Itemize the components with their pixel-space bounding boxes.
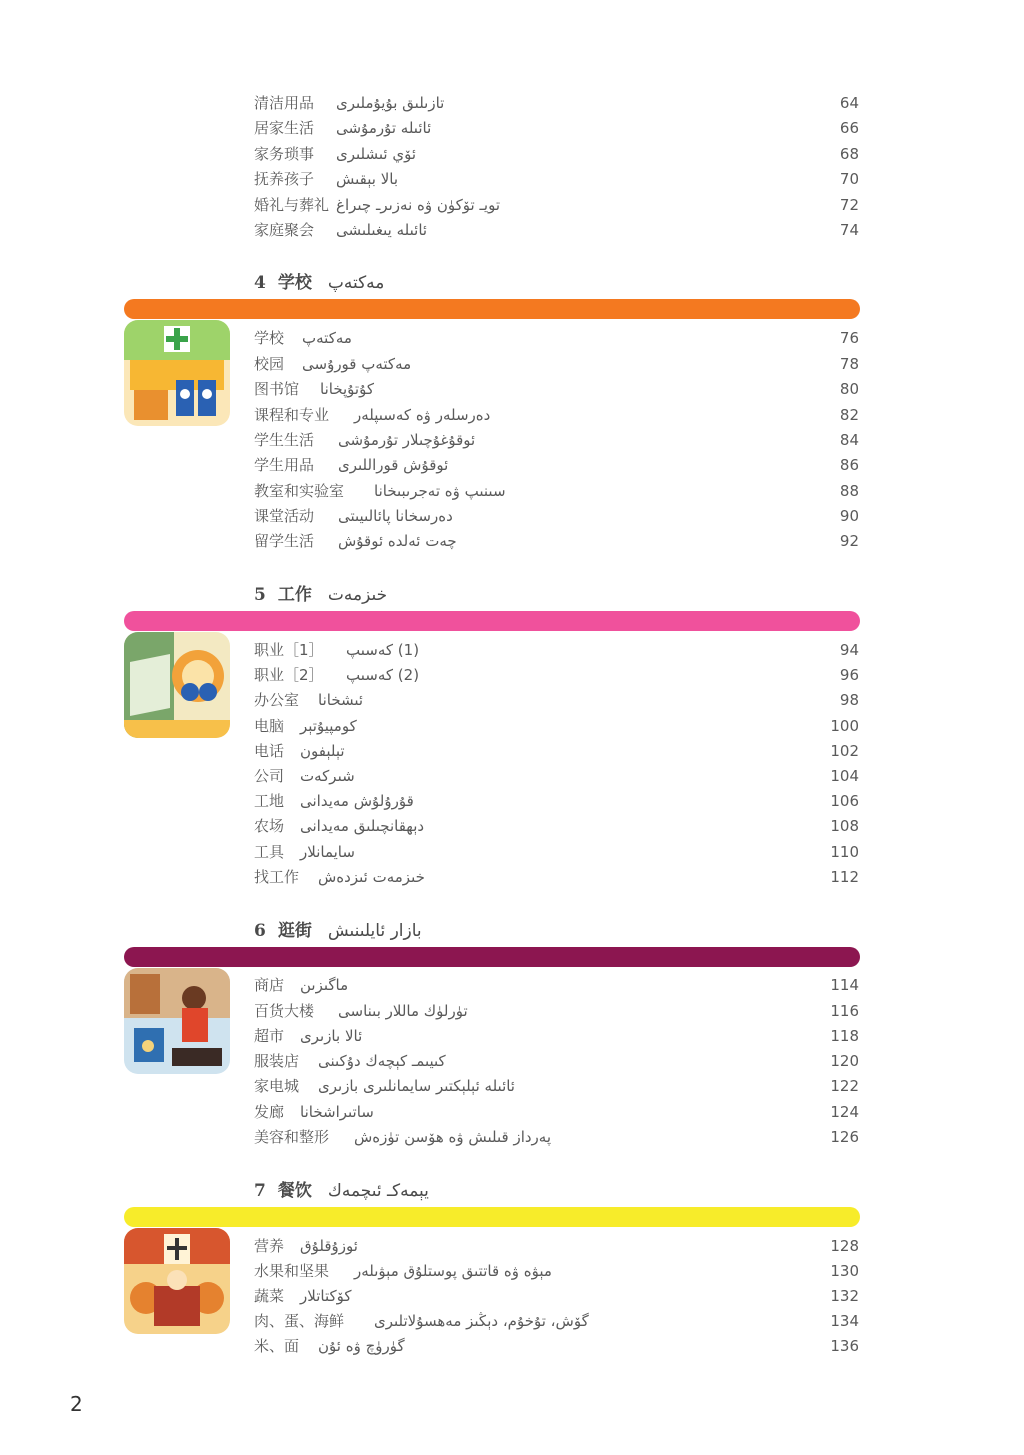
entry-title-ug: ئائىلە تۇرمۇشى	[336, 119, 432, 137]
entry-title-ug: ئالا بازىرى	[300, 1027, 363, 1045]
chapter-title-ug: خىزمەت	[327, 585, 388, 605]
entry-page: 102	[830, 742, 859, 760]
toc-entry[interactable]	[254, 168, 859, 190]
entry-title-zh: 农场	[254, 817, 285, 835]
entry-page: 66	[839, 119, 859, 137]
entry-page: 82	[839, 406, 859, 424]
toc-entry[interactable]	[254, 1025, 859, 1047]
entry-title-ug: چەت ئەلدە ئوقۇش	[338, 532, 457, 550]
entry-title-ug: كۆكتاتلار	[300, 1287, 352, 1305]
entry-page: 72	[839, 196, 859, 214]
toc-entry[interactable]	[254, 378, 859, 400]
toc-entry[interactable]	[254, 1310, 859, 1332]
chapter-color-bar	[124, 1207, 860, 1227]
toc-entry[interactable]	[254, 1101, 859, 1123]
chapter-illustration	[124, 632, 230, 738]
entry-page: 122	[830, 1077, 859, 1095]
entry-page: 100	[830, 717, 859, 735]
toc-entry[interactable]	[254, 1260, 859, 1282]
chapter-heading[interactable]	[254, 1178, 429, 1204]
toc-entry[interactable]	[254, 639, 859, 661]
entry-title-ug: ئوزۇقلۇق	[300, 1237, 358, 1255]
toc-entry[interactable]	[254, 1050, 859, 1072]
toc-entry[interactable]	[254, 1235, 859, 1257]
entry-page: 96	[839, 666, 859, 684]
chapter-heading[interactable]	[254, 582, 387, 608]
entry-page: 104	[830, 767, 859, 785]
entry-page: 88	[839, 482, 859, 500]
entry-title-ug: مېۋە ۋە قاتتىق پوستلۇق مېۋىلەر	[354, 1262, 552, 1280]
entry-title-zh: 居家生活	[254, 119, 315, 137]
toc-entry[interactable]	[254, 194, 859, 216]
entry-page: 70	[839, 170, 859, 188]
entry-title-zh: 办公室	[254, 691, 300, 709]
entry-title-ug: تۈرلۈك ماللار بىناسى	[338, 1002, 468, 1020]
entry-title-ug: پەرداز قىلىش ۋە ھۆسن تۈزەش	[354, 1128, 552, 1146]
toc-entry[interactable]	[254, 790, 859, 812]
toc-entry[interactable]	[254, 1000, 859, 1022]
entry-page: 98	[839, 691, 859, 709]
entry-title-zh: 服装店	[254, 1052, 300, 1070]
entry-title-ug: مەكتەپ قورۇسى	[302, 355, 412, 373]
entry-page: 134	[830, 1312, 859, 1330]
entry-page: 108	[830, 817, 859, 835]
entry-page: 84	[839, 431, 859, 449]
entry-page: 92	[839, 532, 859, 550]
toc-entry[interactable]	[254, 1075, 859, 1097]
toc-entry[interactable]	[254, 480, 859, 502]
entry-page: 132	[830, 1287, 859, 1305]
entry-title-ug: سايمانلار	[300, 843, 355, 861]
toc-entry[interactable]	[254, 1126, 859, 1148]
entry-title-zh: 发廊	[254, 1103, 285, 1121]
entry-page: 112	[830, 868, 859, 886]
entry-title-zh: 婚礼与葬礼	[254, 196, 330, 214]
chapter-title-ug: بازار ئايلىنىش	[327, 921, 422, 941]
work-illustration-icon	[124, 632, 230, 738]
chapter-number: 6	[254, 921, 266, 941]
entry-title-ug: مەكتەپ	[302, 329, 352, 347]
toc-entry[interactable]	[254, 715, 859, 737]
entry-page: 80	[839, 380, 859, 398]
toc-entry[interactable]	[254, 740, 859, 762]
chapter-number: 5	[254, 585, 266, 605]
entry-title-ug: ئائىلە يىغىلىشى	[336, 221, 428, 239]
toc-entry[interactable]	[254, 219, 859, 241]
entry-title-zh: 电脑	[254, 717, 285, 735]
entry-title-ug: ئائىلە ئېلېكتىر سايمانلىرى بازىرى	[318, 1077, 515, 1095]
entry-page: 90	[839, 507, 859, 525]
toc-entry[interactable]	[254, 353, 859, 375]
entry-title-ug: كىيىمـ كېچەك دۇكىنى	[318, 1052, 446, 1070]
entry-page: 94	[839, 641, 859, 659]
chapter-title-zh: 餐饮	[277, 1181, 312, 1201]
entry-page: 116	[830, 1002, 859, 1020]
entry-title-zh: 营养	[254, 1237, 285, 1255]
toc-entry[interactable]	[254, 530, 859, 552]
entry-page: 124	[830, 1103, 859, 1121]
toc-entry[interactable]	[254, 505, 859, 527]
entry-title-zh: 课程和专业	[254, 406, 330, 424]
chapter-illustration	[124, 1228, 230, 1334]
entry-title-ug: (1) كەسىپ	[346, 641, 420, 659]
entry-page: 136	[830, 1337, 859, 1355]
entry-title-ug: قۇرۇلۇش مەيدانى	[300, 792, 414, 810]
chapter-color-bar	[124, 299, 860, 319]
chapter-color-bar	[124, 947, 860, 967]
entry-title-ug: گۈرۈچ ۋە ئۇن	[318, 1337, 405, 1355]
chapter-illustration	[124, 968, 230, 1074]
chapter-color-bar	[124, 611, 860, 631]
toc-entry[interactable]	[254, 664, 859, 686]
page-number: 2	[70, 1392, 83, 1416]
entry-title-ug: كۇتۇپخانا	[320, 380, 374, 398]
entry-title-ug: ماگىزىن	[300, 976, 349, 994]
entry-page: 118	[830, 1027, 859, 1045]
entry-title-zh: 课堂活动	[254, 507, 315, 525]
entry-title-zh: 学生生活	[254, 431, 315, 449]
entry-page: 74	[839, 221, 859, 239]
toc-entry[interactable]	[254, 815, 859, 837]
entry-title-zh: 电话	[254, 742, 285, 760]
entry-page: 64	[839, 94, 859, 112]
entry-title-ug: ساتىراشخانا	[300, 1103, 374, 1121]
entry-page: 106	[830, 792, 859, 810]
toc-entry[interactable]	[254, 454, 859, 476]
entry-title-zh: 职业［2］	[254, 666, 324, 684]
entry-page: 120	[830, 1052, 859, 1070]
entry-title-zh: 公司	[254, 767, 285, 785]
entry-title-zh: 工地	[254, 792, 285, 810]
entry-title-ug: ئۆي ئىشلىرى	[336, 145, 417, 163]
entry-title-ug: ئوقۇغۇچىلار تۇرمۇشى	[338, 431, 476, 449]
entry-title-zh: 图书馆	[254, 380, 300, 398]
entry-title-zh: 家庭聚会	[254, 221, 315, 239]
entry-page: 128	[830, 1237, 859, 1255]
toc-entry[interactable]	[254, 92, 859, 114]
entry-page: 78	[839, 355, 859, 373]
entry-title-zh: 水果和坚果	[254, 1262, 330, 1280]
entry-title-zh: 美容和整形	[254, 1128, 330, 1146]
entry-page: 110	[830, 843, 859, 861]
chapter-illustration	[124, 320, 230, 426]
entry-page: 86	[839, 456, 859, 474]
chapter-title-zh: 工作	[277, 585, 312, 605]
chapter-title-zh: 学校	[277, 273, 312, 293]
chapter-title-ug: يېمەكـ ئىچمەك	[327, 1181, 429, 1201]
toc-entry[interactable]	[254, 866, 859, 888]
toc-entry[interactable]	[254, 689, 859, 711]
entry-title-ug: دەرسخانا پائالىيىتى	[338, 507, 453, 525]
entry-title-ug: دېھقانچىلىق مەيدانى	[300, 817, 425, 835]
entry-title-zh: 百货大楼	[254, 1002, 315, 1020]
entry-title-ug: تازىلىق بۇيۇملىرى	[336, 94, 445, 112]
toc-entry[interactable]	[254, 117, 859, 139]
entry-title-zh: 米、面	[254, 1337, 300, 1355]
entry-title-zh: 职业［1］	[254, 641, 324, 659]
entry-title-zh: 找工作	[254, 868, 300, 886]
entry-title-ug: كومپيۇتېر	[300, 717, 357, 735]
school-illustration-icon	[124, 320, 230, 426]
entry-title-zh: 家务琐事	[254, 145, 315, 163]
chapter-number: 4	[254, 273, 266, 293]
toc-entry[interactable]	[254, 765, 859, 787]
entry-title-ug: ئوقۇش قوراللىرى	[338, 456, 449, 474]
entry-title-ug: گۆش، تۇخۇم، دېڭىز مەھسۇلاتلىرى	[374, 1312, 589, 1330]
food-illustration-icon	[124, 1228, 230, 1334]
entry-title-zh: 家电城	[254, 1077, 300, 1095]
entry-title-zh: 肉、蛋、海鲜	[254, 1312, 345, 1330]
toc-entry[interactable]	[254, 841, 859, 863]
toc-entry[interactable]	[254, 974, 859, 996]
entry-title-ug: دەرسلەر ۋە كەسىپلەر	[354, 406, 491, 424]
entry-title-zh: 校园	[254, 355, 285, 373]
entry-page: 76	[839, 329, 859, 347]
entry-title-ug: ئىشخانا	[318, 691, 364, 709]
shopping-illustration-icon	[124, 968, 230, 1074]
toc-entry[interactable]	[254, 404, 859, 426]
entry-page: 130	[830, 1262, 859, 1280]
toc-entry[interactable]	[254, 1285, 859, 1307]
toc-entry[interactable]	[254, 327, 859, 349]
entry-title-ug: خىزمەت ئىزدەش	[318, 868, 425, 886]
entry-page: 114	[830, 976, 859, 994]
toc-entry[interactable]	[254, 429, 859, 451]
entry-title-ug: تويـ تۆكۈن ۋە نەزىرـ چىراغ	[336, 196, 500, 214]
entry-title-zh: 学校	[254, 329, 285, 347]
chapter-number: 7	[254, 1181, 266, 1201]
entry-page: 126	[830, 1128, 859, 1146]
chapter-heading[interactable]	[254, 270, 384, 296]
entry-title-zh: 超市	[254, 1027, 285, 1045]
entry-title-zh: 工具	[254, 843, 285, 861]
entry-title-zh: 教室和实验室	[254, 482, 345, 500]
entry-title-zh: 蔬菜	[254, 1287, 285, 1305]
entry-title-zh: 清洁用品	[254, 94, 315, 112]
entry-title-ug: بالا بېقىش	[336, 170, 399, 188]
entry-title-zh: 学生用品	[254, 456, 315, 474]
entry-title-ug: تېلېفون	[300, 742, 345, 760]
entry-title-zh: 商店	[254, 976, 285, 994]
entry-title-ug: شىركەت	[300, 767, 355, 785]
entry-page: 68	[839, 145, 859, 163]
toc-entry[interactable]	[254, 143, 859, 165]
entry-title-ug: (2) كەسىپ	[346, 666, 420, 684]
chapter-title-zh: 逛街	[277, 921, 312, 941]
chapter-heading[interactable]	[254, 918, 422, 944]
entry-title-ug: سىنىپ ۋە تەجرىبىخانا	[374, 482, 506, 500]
chapter-title-ug: مەكتەپ	[327, 273, 385, 293]
entry-title-zh: 抚养孩子	[254, 170, 315, 188]
entry-title-zh: 留学生活	[254, 532, 315, 550]
toc-entry[interactable]	[254, 1335, 859, 1357]
